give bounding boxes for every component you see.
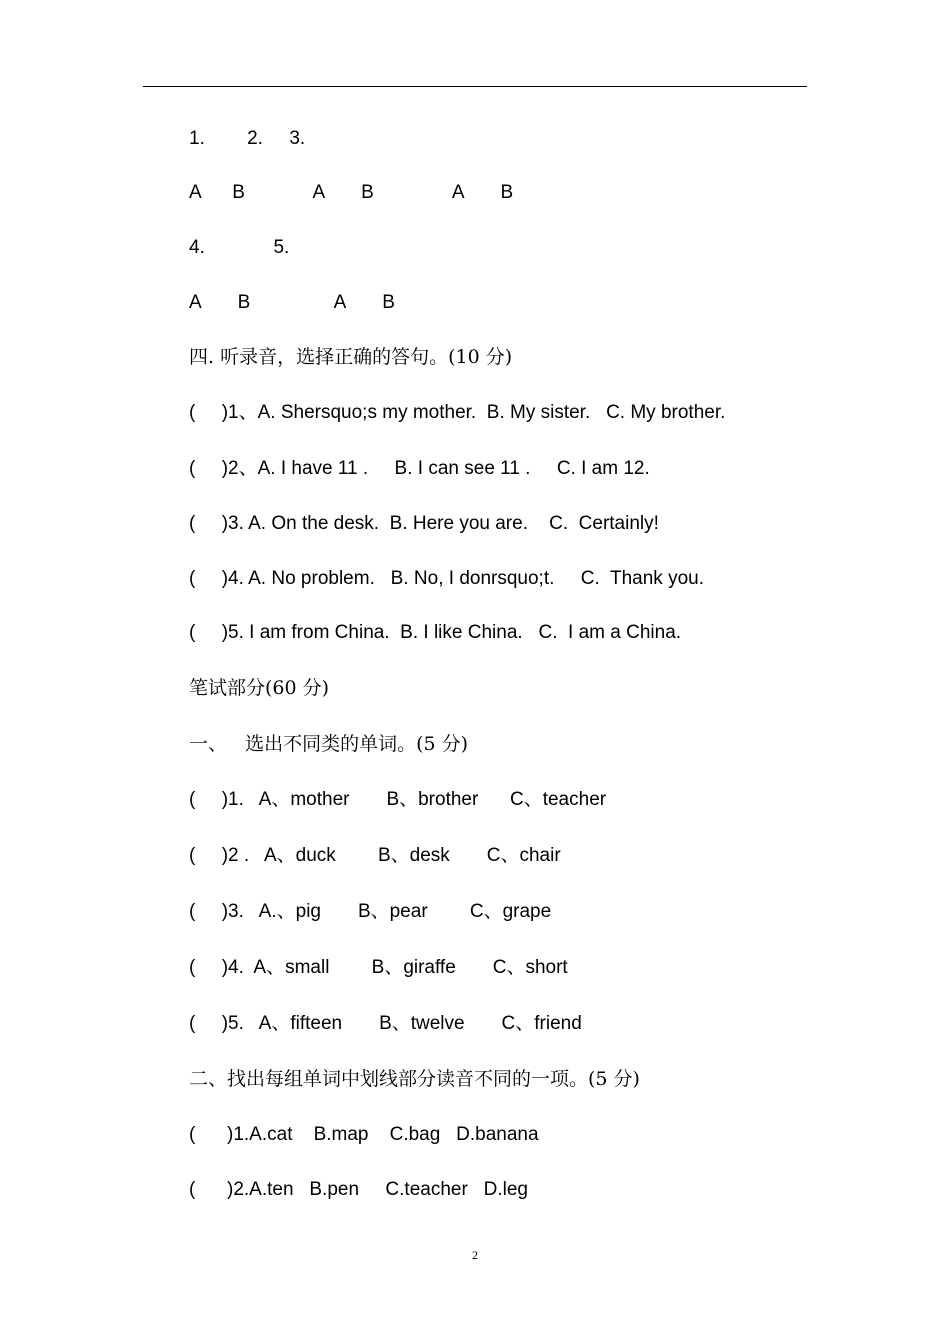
- question-line: ( )1. A、mother B、brother C、teacher: [189, 789, 607, 810]
- question-line: ( )5. I am from China. B. I like China. C. I am a China.: [189, 622, 682, 643]
- question-line: ( )4. A、small B、giraffe C、short: [189, 957, 568, 978]
- question-line: ( )1、A. Shersquo;s my mother. B. My sister. C. My brother.: [189, 402, 726, 423]
- listening-item-numbers-1-3: 1. 2. 3.: [189, 128, 306, 149]
- listening-options-4-5: A B A B: [189, 292, 395, 313]
- listening-item-numbers-4-5: 4. 5.: [189, 237, 290, 258]
- question-line: ( )5. A、fifteen B、twelve C、friend: [189, 1013, 582, 1034]
- question-line: ( )4. A. No problem. B. No, I donrsquo;t. C. Thank you.: [189, 568, 704, 589]
- section-four-heading: 四. 听录音，选择正确的答句。(10 分): [189, 346, 513, 368]
- question-line: ( )3. A.、pig B、pear C、grape: [189, 901, 552, 922]
- question-line: ( )2 . A、duck B、desk C、chair: [189, 845, 561, 866]
- written-part-heading: 笔试部分(60 分): [189, 677, 330, 699]
- question-line: ( )2.A.ten B.pen C.teacher D.leg: [189, 1179, 528, 1200]
- question-line: ( )1.A.cat B.map C.bag D.banana: [189, 1124, 539, 1145]
- header-rule: [143, 86, 807, 87]
- section-two-heading: 二、找出每组单词中划线部分读音不同的一项。(5 分): [189, 1068, 640, 1090]
- question-line: ( )3. A. On the desk. B. Here you are. C. Certainly!: [189, 513, 659, 534]
- question-line: ( )2、A. I have 11 . B. I can see 11 . C. I am 12.: [189, 458, 650, 479]
- listening-options-1-3: A B A B A B: [189, 182, 514, 203]
- section-one-heading: 一、 选出不同类的单词。(5 分): [189, 733, 469, 755]
- page-number: 2: [472, 1248, 478, 1262]
